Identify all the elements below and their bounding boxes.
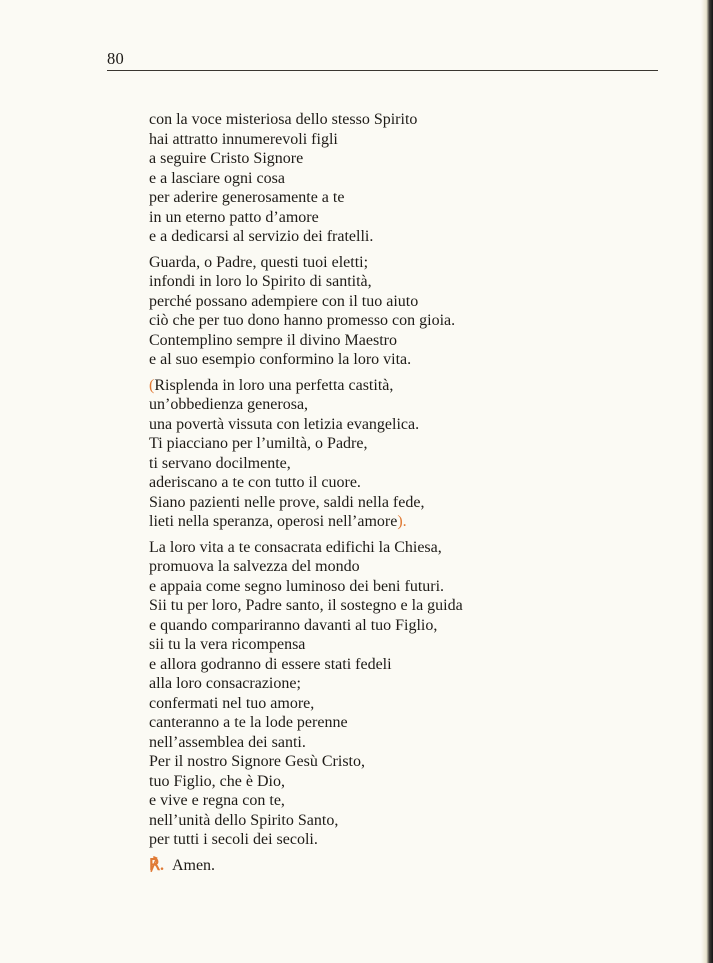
text-line: e allora godranno di essere stati fedeli: [149, 655, 392, 673]
text-line: e al suo esempio conformino la loro vita.: [149, 351, 412, 368]
text-line: Ti piacciano per l’umiltà, o Padre,: [149, 435, 368, 452]
text-line: Siano pazienti nelle prove, saldi nella fede,: [149, 493, 425, 511]
text-line: per tutti i secoli dei secoli.: [149, 831, 318, 848]
text-line: Contemplino sempre il divino Maestro: [149, 331, 397, 349]
page-spine-edge: [701, 0, 713, 963]
text-line: e a lasciare ogni cosa: [149, 169, 285, 187]
text-line: e quando compariranno davanti al tuo Figlio,: [149, 616, 438, 634]
text-line: nell’unità dello Spirito Santo,: [149, 811, 339, 829]
text-line: nell’assemblea dei santi.: [149, 733, 306, 751]
text-line: una povertà vissuta con letizia evangelica.: [149, 415, 420, 433]
close-parenthesis: ).: [397, 513, 407, 530]
text-line: lieti nella speranza, operosi nell’amore).: [149, 513, 407, 530]
text-line: a seguire Cristo Signore: [149, 150, 304, 167]
header-rule: [107, 70, 658, 71]
page-number: 80: [107, 49, 124, 68]
text-line: promuova la salvezza del mondo: [149, 558, 360, 575]
text-line: sii tu la vera ricompensa: [149, 636, 306, 653]
response-text: Amen.: [171, 856, 216, 874]
text-line: in un eterno patto d’amore: [149, 208, 319, 226]
text-line: aderiscano a te con tutto il cuore.: [149, 474, 361, 491]
prayer-text: [149, 110, 569, 876]
text-line: confermati nel tuo amore,: [149, 694, 315, 712]
text-line: Per il nostro Signore Gesù Cristo,: [149, 753, 365, 770]
text-line: canteranno a te la lode perenne: [149, 714, 348, 731]
stanza-1: [149, 110, 569, 247]
text-line: e vive e regna con te,: [149, 792, 285, 809]
stanza-3-optional: [149, 376, 569, 532]
response-symbol: ℟.: [149, 856, 164, 874]
text-line: e appaia come segno luminoso dei beni futuri.: [149, 577, 445, 595]
text-line: un’obbedienza generosa,: [149, 396, 309, 413]
text-line: perché possano adempiere con il tuo aiuto: [149, 292, 419, 310]
text-line: ti servano docilmente,: [149, 454, 291, 472]
text-line: ciò che per tuo dono hanno promesso con gioia.: [149, 312, 456, 329]
text-line: alla loro consacrazione;: [149, 675, 301, 692]
text-line: Guarda, o Padre, questi tuoi eletti;: [149, 253, 369, 271]
text-line: infondi in loro lo Spirito di santità,: [149, 273, 372, 290]
text-line: hai attratto innumerevoli figli: [149, 130, 338, 148]
text-line: con la voce misteriosa dello stesso Spirito: [149, 111, 418, 128]
response-line: [149, 856, 569, 876]
open-parenthesis: (: [149, 376, 155, 394]
text-line: Sii tu per loro, Padre santo, il sostegno e la guida: [149, 597, 463, 614]
text-line: e a dedicarsi al servizio dei fratelli.: [149, 228, 374, 245]
text-line: La loro vita a te consacrata edifichi la Chiesa,: [149, 538, 442, 556]
text-line: per aderire generosamente a te: [149, 189, 345, 206]
text-line: (Risplenda in loro una perfetta castità,: [149, 376, 394, 394]
stanza-4: [149, 538, 569, 850]
text-line: tuo Figlio, che è Dio,: [149, 772, 285, 790]
stanza-2: [149, 253, 569, 370]
